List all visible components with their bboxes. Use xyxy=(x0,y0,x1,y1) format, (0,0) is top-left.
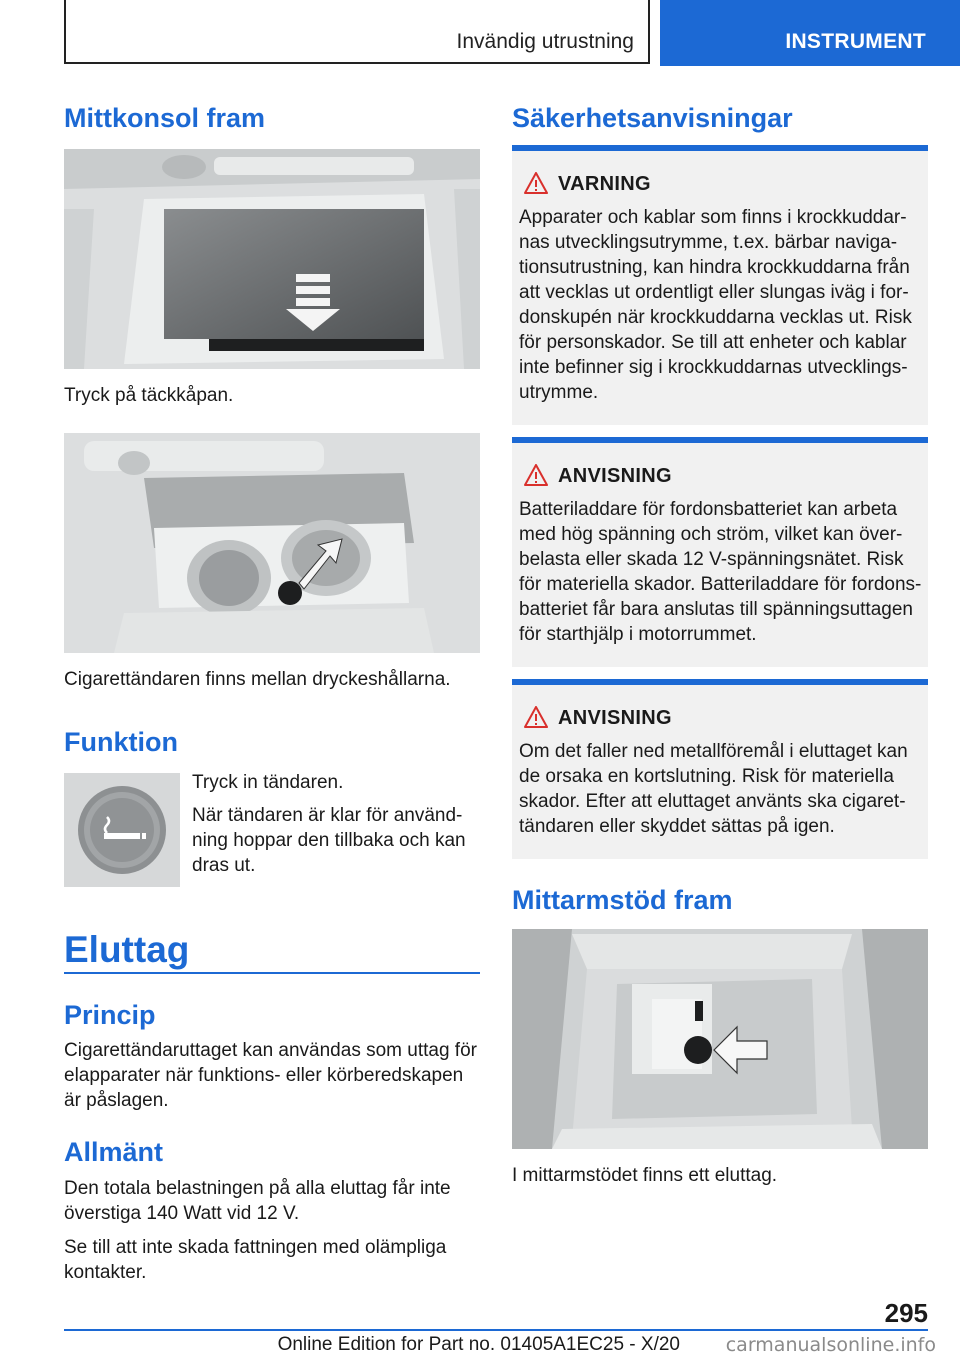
notice-text: Om det faller ned metallföremål i eluttaget kan de orsaka en kortslutning. Risk för materiella skador. Efter att eluttaget använts ska cigaret-tändaren eller skyddet sättas på igen. xyxy=(519,741,908,837)
caption-armrest: I mittarmstödet finns ett eluttag. xyxy=(512,1165,778,1186)
function-step-2: När tändaren är klar för använd-ning hoppar den tillbaka och kan dras ut. xyxy=(192,805,466,876)
photo-armrest-outlet xyxy=(512,929,928,1149)
general-text-2: Se till att inte skada fattningen med olämpliga kontakter. xyxy=(64,1237,447,1283)
heading-safety: Säkerhetsanvisningar xyxy=(512,103,793,133)
heading-outlet: Eluttag xyxy=(64,929,190,970)
notice-box-charger xyxy=(512,437,928,667)
running-header-box xyxy=(64,0,650,64)
footer-rule xyxy=(64,1329,928,1331)
heading-armrest: Mittarmstöd fram xyxy=(512,885,733,915)
notice-title: ANVISNING xyxy=(558,707,672,729)
general-text-1: Den totala belastningen på alla eluttag får inte överstiga 140 Watt vid 12 V. xyxy=(64,1178,451,1224)
warning-triangle-icon xyxy=(524,706,548,728)
warning-text: Apparater och kablar som finns i krockkuddar-nas utvecklingsutrymme, t.ex. bärbar naviga-tionsutrustning, kan hindra krockkuddarna från att vecklas ut ordentligt eller slungas iväg i for-donskupén när krockkuddarna vecklas ut. Risk för personskador. Se till att enheter och kablar inte befinner sig i krockkuddarnas utvecklings-utrymme. xyxy=(519,207,912,403)
page-number: 295 xyxy=(884,1298,928,1328)
photo-console-cover xyxy=(64,149,480,369)
principle-text: Cigarettändaruttaget kan användas som uttag för elapparater när funktions- eller körberedskapen är påslagen. xyxy=(64,1040,477,1111)
heading-function: Funktion xyxy=(64,727,178,757)
function-step-1: Tryck in tändaren. xyxy=(192,772,344,793)
caption-lighter-location: Cigarettändaren finns mellan dryckeshållarna. xyxy=(64,669,451,690)
caption-press-cover: Tryck på täckkåpan. xyxy=(64,385,234,406)
section-title: Invändig utrustning xyxy=(456,30,634,53)
warning-title: VARNING xyxy=(558,173,651,195)
warning-box xyxy=(512,145,928,425)
edition-note: Online Edition for Part no. 01405A1EC25 - X/20 xyxy=(277,1334,680,1355)
heading-center-console: Mittkonsol fram xyxy=(64,103,266,133)
warning-triangle-icon xyxy=(524,464,548,486)
notice-title: ANVISNING xyxy=(558,465,672,487)
watermark: carmanualsonline.info xyxy=(725,1334,936,1356)
notice-box-metal xyxy=(512,679,928,859)
heading-rule xyxy=(64,972,480,974)
lighter-button-icon xyxy=(64,773,180,887)
photo-cup-holders xyxy=(64,433,480,653)
warning-triangle-icon xyxy=(524,172,548,194)
chapter-tab: INSTRUMENT xyxy=(660,0,960,66)
heading-principle: Princip xyxy=(64,1000,156,1030)
notice-text: Batteriladdare för fordonsbatteriet kan arbeta med hög spänning och ström, vilket kan över-belasta eller skada 12 V-spänningsnätet. Risk för materiella skador. Batteriladdare för fordons-batteriet får bara anslutas till spänningsuttagen för starthjälp i motorrummet. xyxy=(519,499,922,645)
heading-general: Allmänt xyxy=(64,1137,164,1167)
